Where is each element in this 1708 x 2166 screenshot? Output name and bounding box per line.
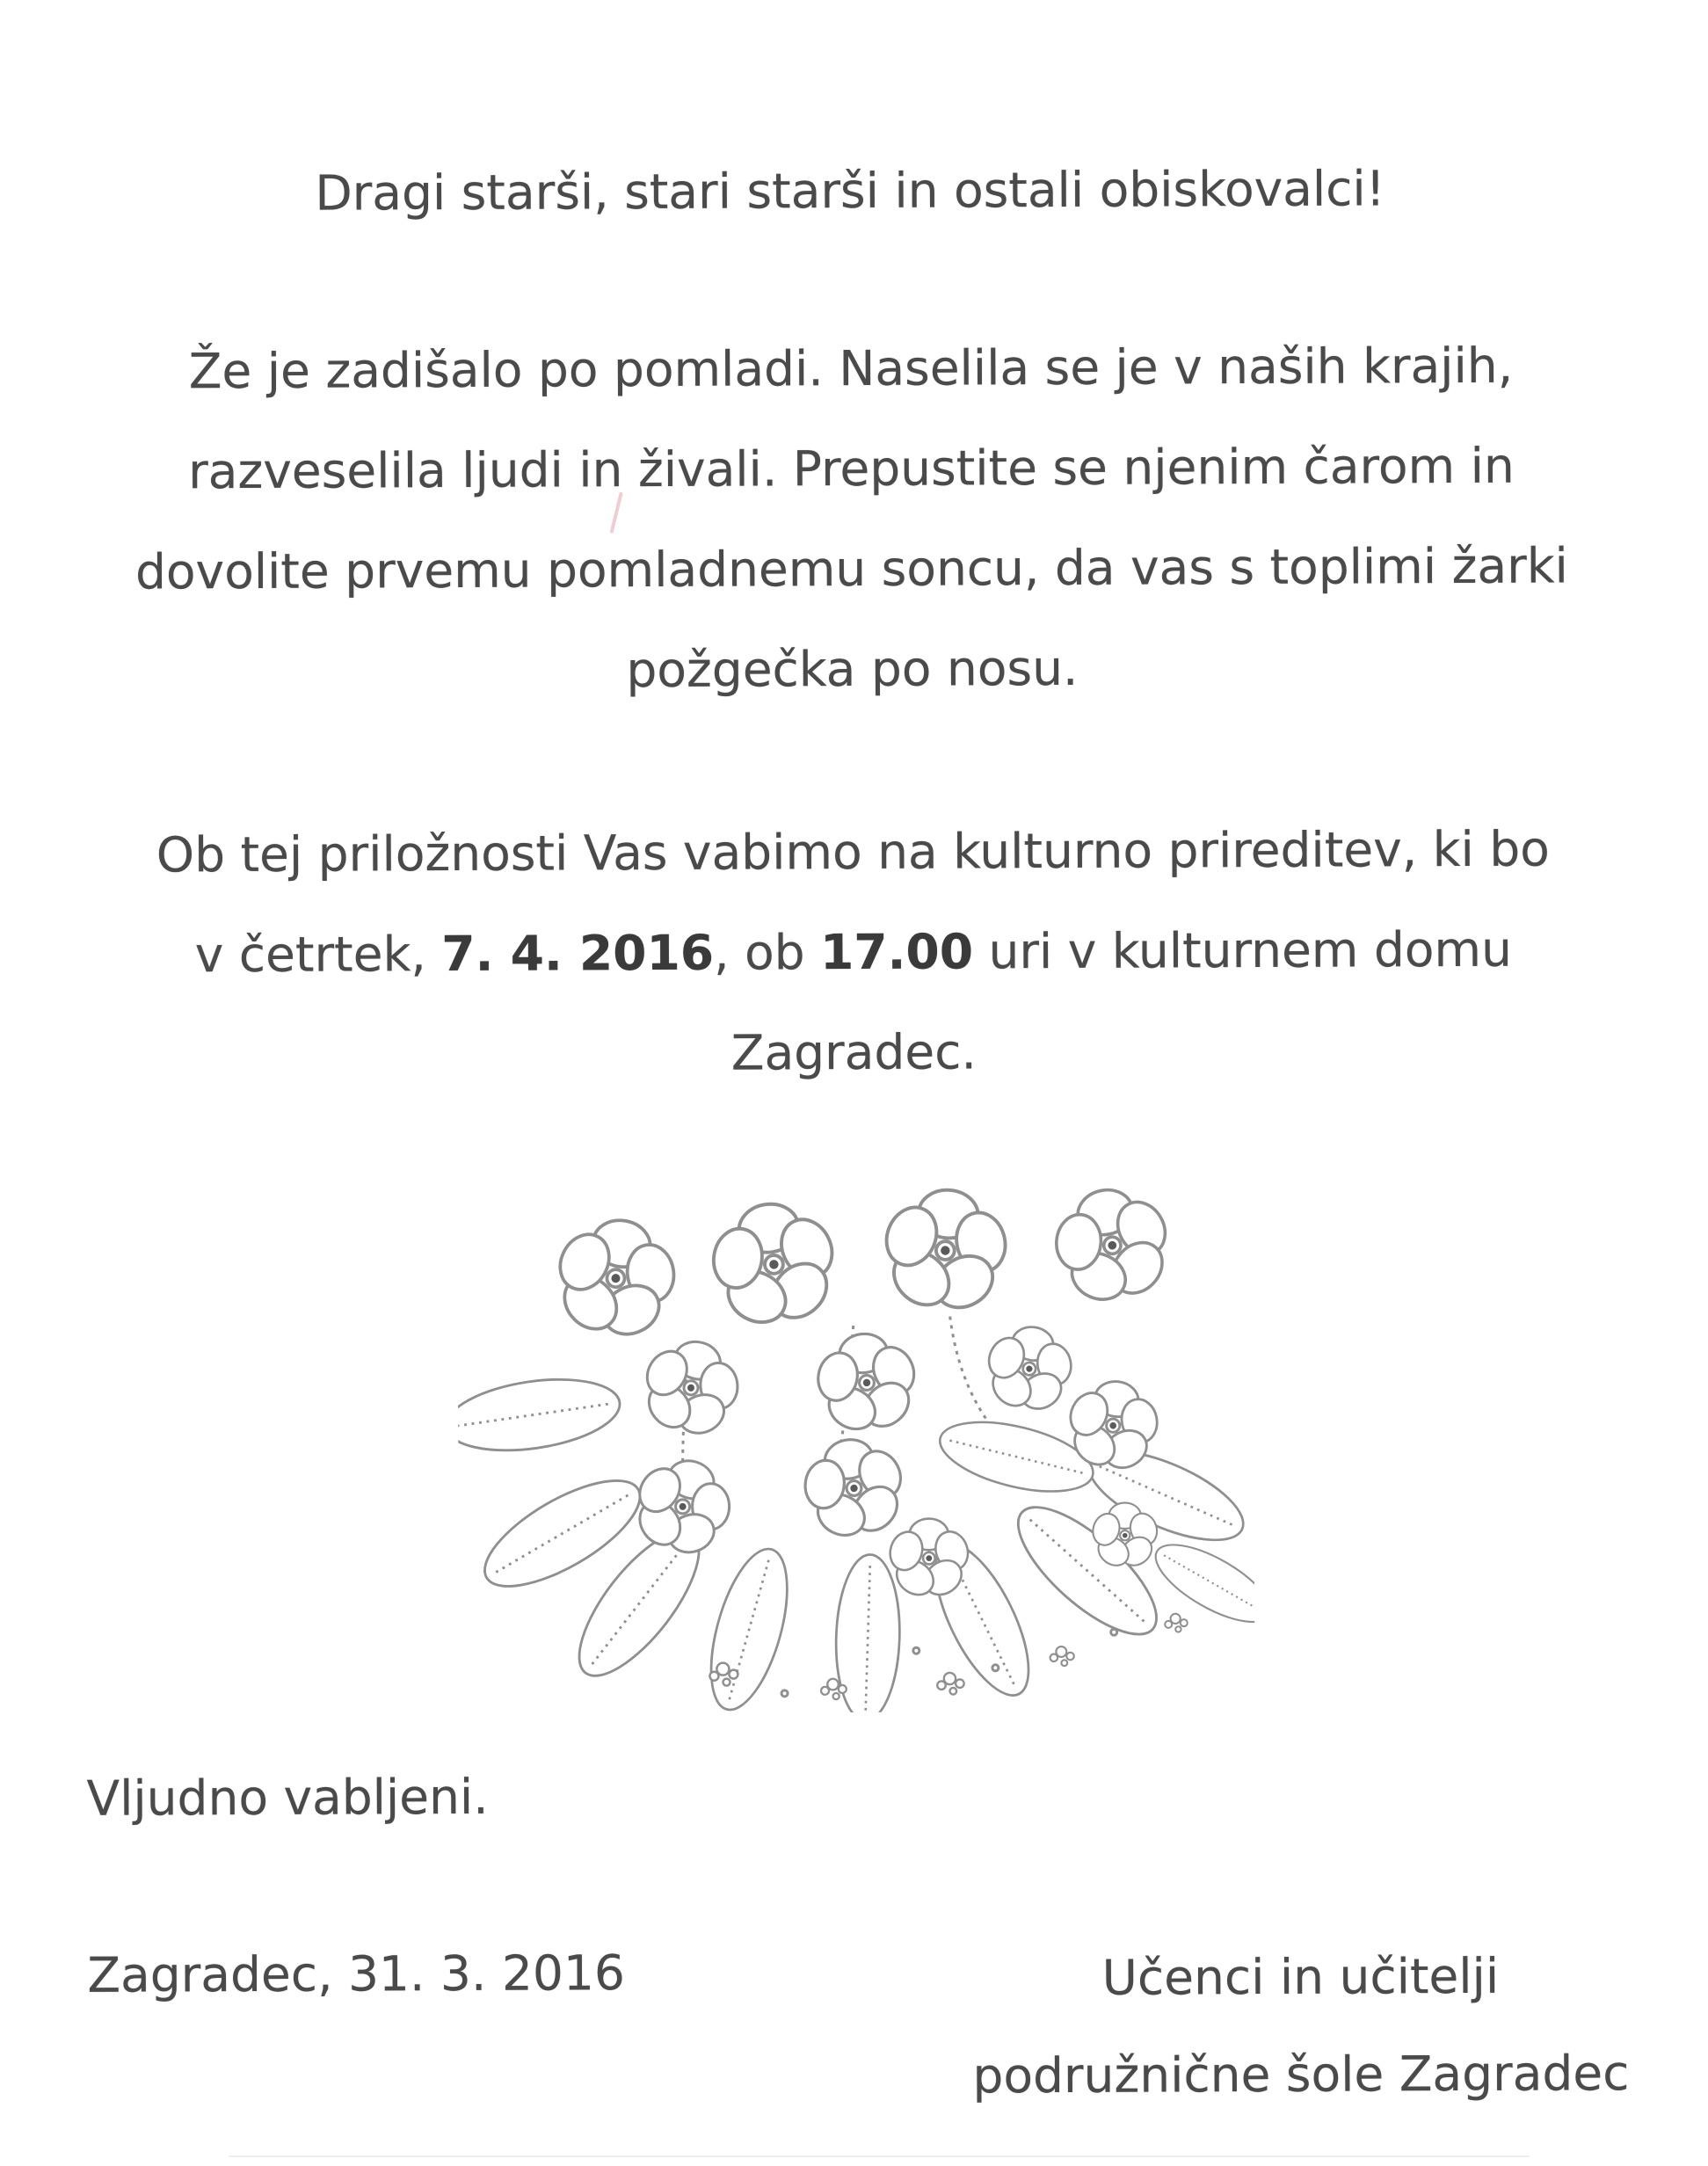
greeting-text: Dragi starši, stari starši in ostali obiskovalci! — [315, 160, 1385, 222]
intro-paragraph — [0, 315, 1706, 723]
closing-sentence — [86, 1747, 489, 1849]
closing-text: Vljudno vabljeni. — [86, 1768, 489, 1827]
intro-line-4: požgečka po nosu. — [626, 639, 1079, 699]
event-time: 17.00 — [819, 923, 974, 981]
intro-line-2: razveselila ljudi in živali. Prepustite se njenim čarom in — [187, 437, 1515, 500]
event-date: 7. 4. 2016 — [441, 924, 715, 983]
signature-line-2: podružnične šole Zagradec — [972, 2045, 1630, 2104]
invitation-line-3: Zagradec. — [730, 1023, 978, 1081]
place-date-text: Zagradec, 31. 3. 2016 — [87, 1944, 626, 2003]
flower-illustration-wrap — [456, 1104, 1254, 1718]
signature-line-1: Učenci in učitelji — [1101, 1947, 1500, 2006]
intro-line-1: Že je zadišalo po pomladi. Naselila se je v naših krajih, — [188, 337, 1514, 400]
signature-block — [927, 1927, 1675, 2126]
invitation-line-2-post: uri v kulturnem domu — [972, 920, 1513, 980]
invitation-line-2-mid: , ob — [713, 924, 821, 981]
intro-line-3: dovolite prvemu pomladnemu soncu, da vas s toplimi žarki — [134, 537, 1569, 600]
invitation-line-2 — [0, 898, 1708, 1006]
invitation-line-1: Ob tej priložnosti Vas vabimo na kulturno prireditev, ki bo — [156, 820, 1551, 883]
invitation-paragraph — [0, 798, 1708, 1106]
invitation-line-2-pre: v četrtek, — [194, 926, 442, 984]
greeting-heading — [0, 137, 1704, 244]
place-and-date — [87, 1923, 625, 2025]
scan-edge-line — [229, 2155, 1530, 2157]
primrose-bouquet-illustration-icon — [456, 1104, 1254, 1714]
